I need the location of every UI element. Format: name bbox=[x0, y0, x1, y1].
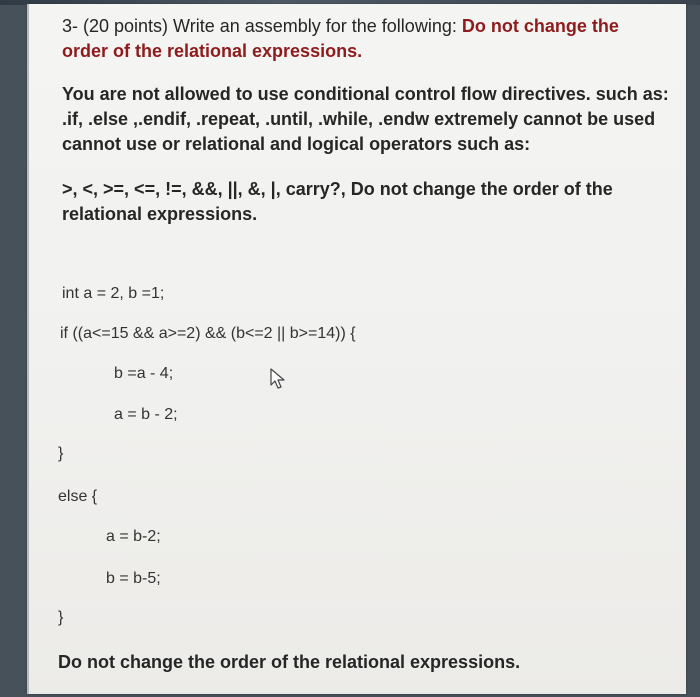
code-if-statement-1: b =a - 4; bbox=[114, 365, 174, 382]
restriction-line-3: cannot use or relational and logical operators such as: bbox=[62, 134, 531, 154]
code-else-statement-1: a = b-2; bbox=[106, 528, 161, 545]
restrictions-paragraph bbox=[62, 82, 669, 157]
question-line-2: order of the relational expressions. bbox=[62, 41, 363, 61]
operators-paragraph bbox=[62, 177, 613, 227]
code-else-open: else { bbox=[58, 488, 98, 505]
code-else-statement-2: b = b-5; bbox=[106, 570, 161, 587]
question-page bbox=[27, 4, 686, 694]
code-if-statement-2: a = b - 2; bbox=[114, 406, 178, 423]
restriction-line-1: You are not allowed to use conditional control flow directives. such as: bbox=[62, 84, 669, 104]
operators-line-2: relational expressions. bbox=[62, 204, 258, 224]
question-prefix: 3- (20 points) Write an assembly for the following: bbox=[62, 16, 462, 36]
mouse-pointer-icon bbox=[269, 368, 287, 390]
code-declaration: int a = 2, b =1; bbox=[62, 285, 165, 302]
code-else-close-brace: } bbox=[58, 609, 64, 626]
footer-note: Do not change the order of the relational expressions. bbox=[58, 652, 521, 672]
operators-line-1: >, <, >=, <=, !=, &&, ||, &, |, carry?, Do not change the order of the bbox=[62, 179, 613, 199]
code-if-close-brace: } bbox=[58, 445, 64, 462]
code-if-condition: if ((a<=15 && a>=2) && (b<=2 || b>=14)) { bbox=[60, 325, 356, 342]
question-heading bbox=[62, 14, 619, 64]
question-line-1 bbox=[62, 14, 619, 39]
question-emphasis: Do not change the bbox=[461, 16, 619, 36]
restriction-line-2: .if, .else ,.endif, .repeat, .until, .while, .endw extremely cannot be used bbox=[62, 109, 656, 129]
